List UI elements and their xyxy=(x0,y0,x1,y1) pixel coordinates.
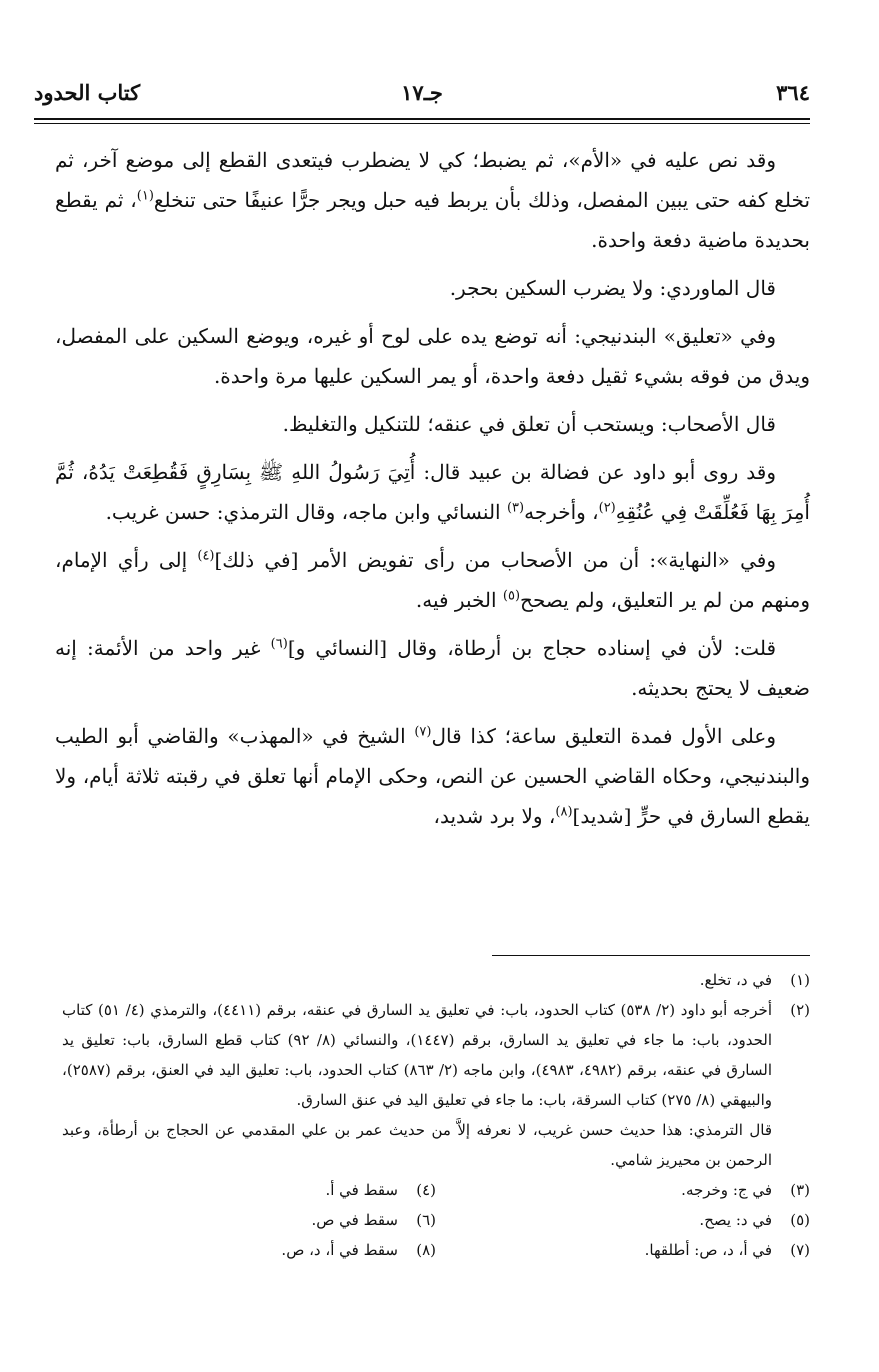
footnote-number: (٥) xyxy=(790,1211,810,1229)
footnote-row xyxy=(62,1175,810,1205)
footnote-text: سقط في أ، د، ص. xyxy=(281,1241,398,1259)
footnote-text: في ج: وخرجه. xyxy=(681,1181,772,1199)
footnote-number: (١) xyxy=(790,971,810,989)
footnotes xyxy=(62,965,810,1265)
footnote-text: سقط في ص. xyxy=(311,1211,398,1229)
footnote-ref[interactable]: (٦) xyxy=(270,636,288,652)
footnote-number: (٣) xyxy=(790,1181,810,1199)
page-number: ٣٦٤ xyxy=(776,80,810,105)
header-rule-thick xyxy=(34,118,810,120)
footnote-number: (٢) xyxy=(790,1001,810,1019)
footnote-number: (٨) xyxy=(416,1241,436,1259)
footnote-number: (٧) xyxy=(790,1241,810,1259)
header-rule-thin xyxy=(34,123,810,124)
paragraph: قال الأصحاب: ويستحب أن تعلق في عنقه؛ للتنكيل والتغليظ. xyxy=(282,412,776,436)
paragraph: وقد روى أبو داود عن فضالة بن عبيد قال: أُتِيَ رَسُولُ اللهِ ﷺ بِسَارِقٍ فَقُطِعَتْ يَدُهُ، ثُمَّ أُمِرَ بِهَا فَعُلِّقَتْ فِي عُنُقِهِ$^{(٢)}$، وأخرجه$^{(٣)}$ النسائي وابن ماجه، وقال الترمذي: حسن غريب. xyxy=(55,460,810,524)
paragraph: قلت: لأن في إسناده حجاج بن أرطاة، وقال [النسائي و]$^{(٦)}$ غير واحد من الأئمة: إنه ضعيف لا يحتج بحديثه. xyxy=(55,636,810,700)
paragraph: وفي «النهاية»: أن من الأصحاب من رأى تفويض الأمر [في ذلك]$^{(٤)}$ إلى رأي الإمام، ومنهم من لم ير التعليق، ولم يصحح$^{(٥)}$ الخبر فيه. xyxy=(55,548,810,612)
footnote-text: في د: يصح. xyxy=(699,1211,772,1229)
footnote-text: سقط في أ. xyxy=(325,1181,398,1199)
footnote-ref[interactable]: (١) xyxy=(136,188,154,204)
footnote-5 xyxy=(436,1205,810,1235)
footnote-4 xyxy=(62,1175,436,1205)
footnote-row xyxy=(62,1205,810,1235)
footnote-2 xyxy=(62,995,810,1115)
footnote-number: (٤) xyxy=(416,1181,436,1199)
footnote-number: (٦) xyxy=(416,1211,436,1229)
footnote-row xyxy=(62,1235,810,1265)
paragraph: قال الماوردي: ولا يضرب السكين بحجر. xyxy=(449,276,776,300)
footnote-ref[interactable]: (٨) xyxy=(555,804,573,820)
footnote-7 xyxy=(436,1235,810,1265)
footnote-ref[interactable]: (٧) xyxy=(414,724,432,740)
paragraph: وعلى الأول فمدة التعليق ساعة؛ كذا قال$^{(٧)}$ الشيخ في «المهذب» والقاضي أبو الطيب والبندنيجي، وحكاه القاضي الحسين عن النص، وحكى الإمام أنها تعلق في رقبته ثلاثة أيام، ولا يقطع السارق في حرٍّ [شديد]$^{(٨)}$، ولا برد شديد، xyxy=(55,724,810,828)
footnote-ref[interactable]: (٢) xyxy=(598,500,616,516)
footnote-ref[interactable]: (٥) xyxy=(502,588,521,604)
footnote-6 xyxy=(62,1205,436,1235)
running-header xyxy=(34,78,810,114)
footnote-text: في د، تخلع. xyxy=(699,971,772,989)
footnote-text: أخرجه أبو داود (٢/ ٥٣٨) كتاب الحدود، باب: في تعليق يد السارق في عنقه، برقم (٤٤١١)، والترمذي (٤/ ٥١) كتاب الحدود، باب: ما جاء في تعليق يد السارق، برقم (١٤٤٧)، والنسائي (٨/ ٩٢) كتاب قطع السارق، باب: تعليق يد السارق في عنقه، برقم (٤٩٨٢، ٤٩٨٣)، وابن ماجه (٢/ ٨٦٣) كتاب الحدود، باب: تعليق اليد في العنق، برقم (٢٥٨٧)، والبيهقي (٨/ ٢٧٥) كتاب السرقة، باب: ما جاء في تعليق اليد في عنق السارق. xyxy=(62,1001,773,1109)
footnote-ref[interactable]: (٣) xyxy=(506,500,525,516)
footnote-separator xyxy=(492,955,810,956)
footnote-3 xyxy=(436,1175,810,1205)
footnote-2-continuation: قال الترمذي: هذا حديث حسن غريب، لا نعرفه إلاَّ من حديث عمر بن علي المقدمي عن الحجاج بن أرطأة، وعبد الرحمن بن محيريز شامي. xyxy=(62,1121,772,1169)
footnote-1 xyxy=(62,965,810,995)
footnote-text: في أ، د، ص: أطلقها. xyxy=(644,1241,772,1259)
footnote-ref[interactable]: (٤) xyxy=(197,548,215,564)
main-text xyxy=(55,140,810,844)
chapter-title: كتاب الحدود xyxy=(34,80,141,105)
paragraph: وقد نص عليه في «الأم»، ثم يضبط؛ كي لا يضطرب فيتعدى القطع إلى موضع آخر، ثم تخلع كفه حتى يبين المفصل، وذلك بأن يربط فيه حبل ويجر جرًّا عنيفًا حتى تنخلع$^{(١)}$، ثم يقطع بحديدة ماضية دفعة واحدة. xyxy=(55,148,811,252)
footnote-8 xyxy=(62,1235,436,1265)
volume-label: جـ١٧ xyxy=(401,80,443,105)
paragraph: وفي «تعليق» البندنيجي: أنه توضع يده على لوح أو غيره، ويوضع السكين على المفصل، ويدق من فوقه بشيء ثقيل دفعة واحدة، أو يمر السكين عليها مرة واحدة. xyxy=(55,324,810,388)
